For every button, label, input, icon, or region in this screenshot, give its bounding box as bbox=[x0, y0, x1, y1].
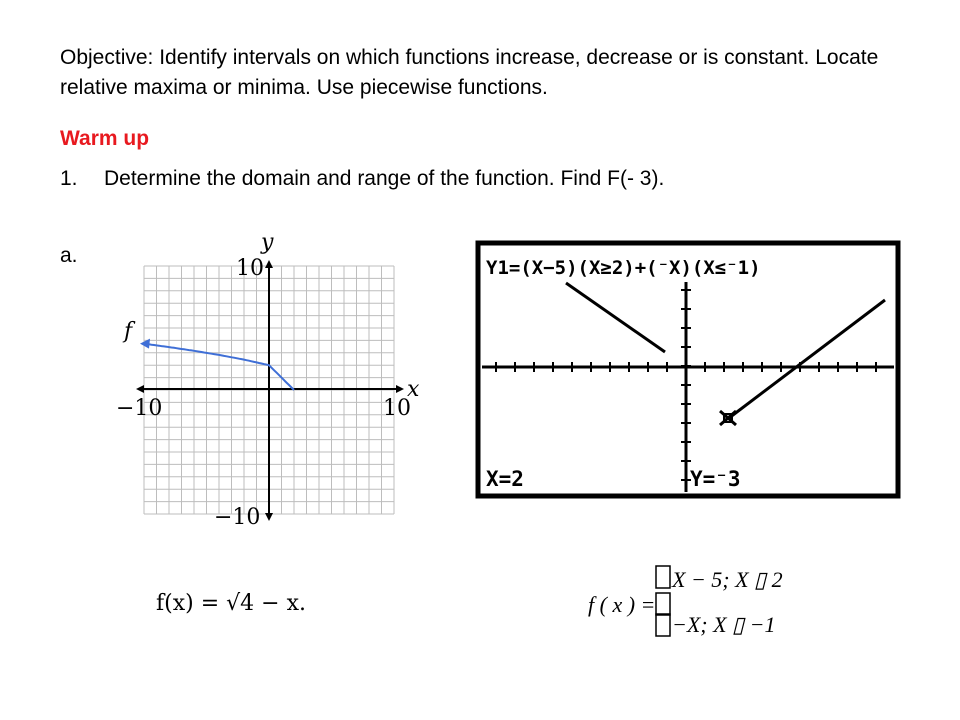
brace-mid-box bbox=[656, 593, 670, 615]
brace-top-box bbox=[656, 566, 670, 588]
part-a-label: a. bbox=[60, 244, 78, 267]
calc-x-readout: X=2 bbox=[486, 467, 524, 491]
warmup-heading: Warm up bbox=[60, 127, 150, 150]
y-min-label: −10 bbox=[214, 505, 261, 530]
x-axis-label: x bbox=[407, 377, 420, 402]
y-axis-label: y bbox=[261, 230, 274, 255]
calculator-screen bbox=[478, 243, 898, 496]
x-min-label: −10 bbox=[116, 396, 163, 421]
y-max-label: 10 bbox=[236, 256, 264, 281]
brace-bottom-box bbox=[656, 614, 670, 636]
x-axis-arrow-right bbox=[396, 385, 404, 393]
left-graph bbox=[116, 230, 420, 530]
x-max-label: 10 bbox=[383, 396, 411, 421]
formula-case-1: X − 5; X ▯ 2 bbox=[672, 567, 783, 592]
y-axis-arrow-up bbox=[265, 260, 273, 268]
calculator-equation: Y1=(X−5)(X≥2)+(⁻X)(X≤⁻1) bbox=[486, 257, 761, 279]
x-axis-arrow-left bbox=[136, 385, 144, 393]
calc-y-readout: Y=⁻3 bbox=[690, 467, 741, 491]
formula-case-2: −X; X ▯ −1 bbox=[672, 612, 776, 637]
objective-text: Objective: Identify intervals on which functions increase, decrease or is constant. Locate relative maxima or minima. Use piecewise functions. bbox=[60, 46, 879, 99]
question-number: 1. bbox=[60, 167, 78, 190]
calculator-border bbox=[478, 243, 898, 496]
formula-right bbox=[588, 566, 783, 637]
y-axis-arrow-down bbox=[265, 513, 273, 521]
formula-right-lhs: f ( x ) = bbox=[588, 592, 656, 617]
question-text: Determine the domain and range of the function. Find F(- 3). bbox=[104, 167, 665, 190]
curve-label: f bbox=[124, 319, 133, 344]
formula-left: f(x) = √4 − x. bbox=[156, 591, 306, 616]
